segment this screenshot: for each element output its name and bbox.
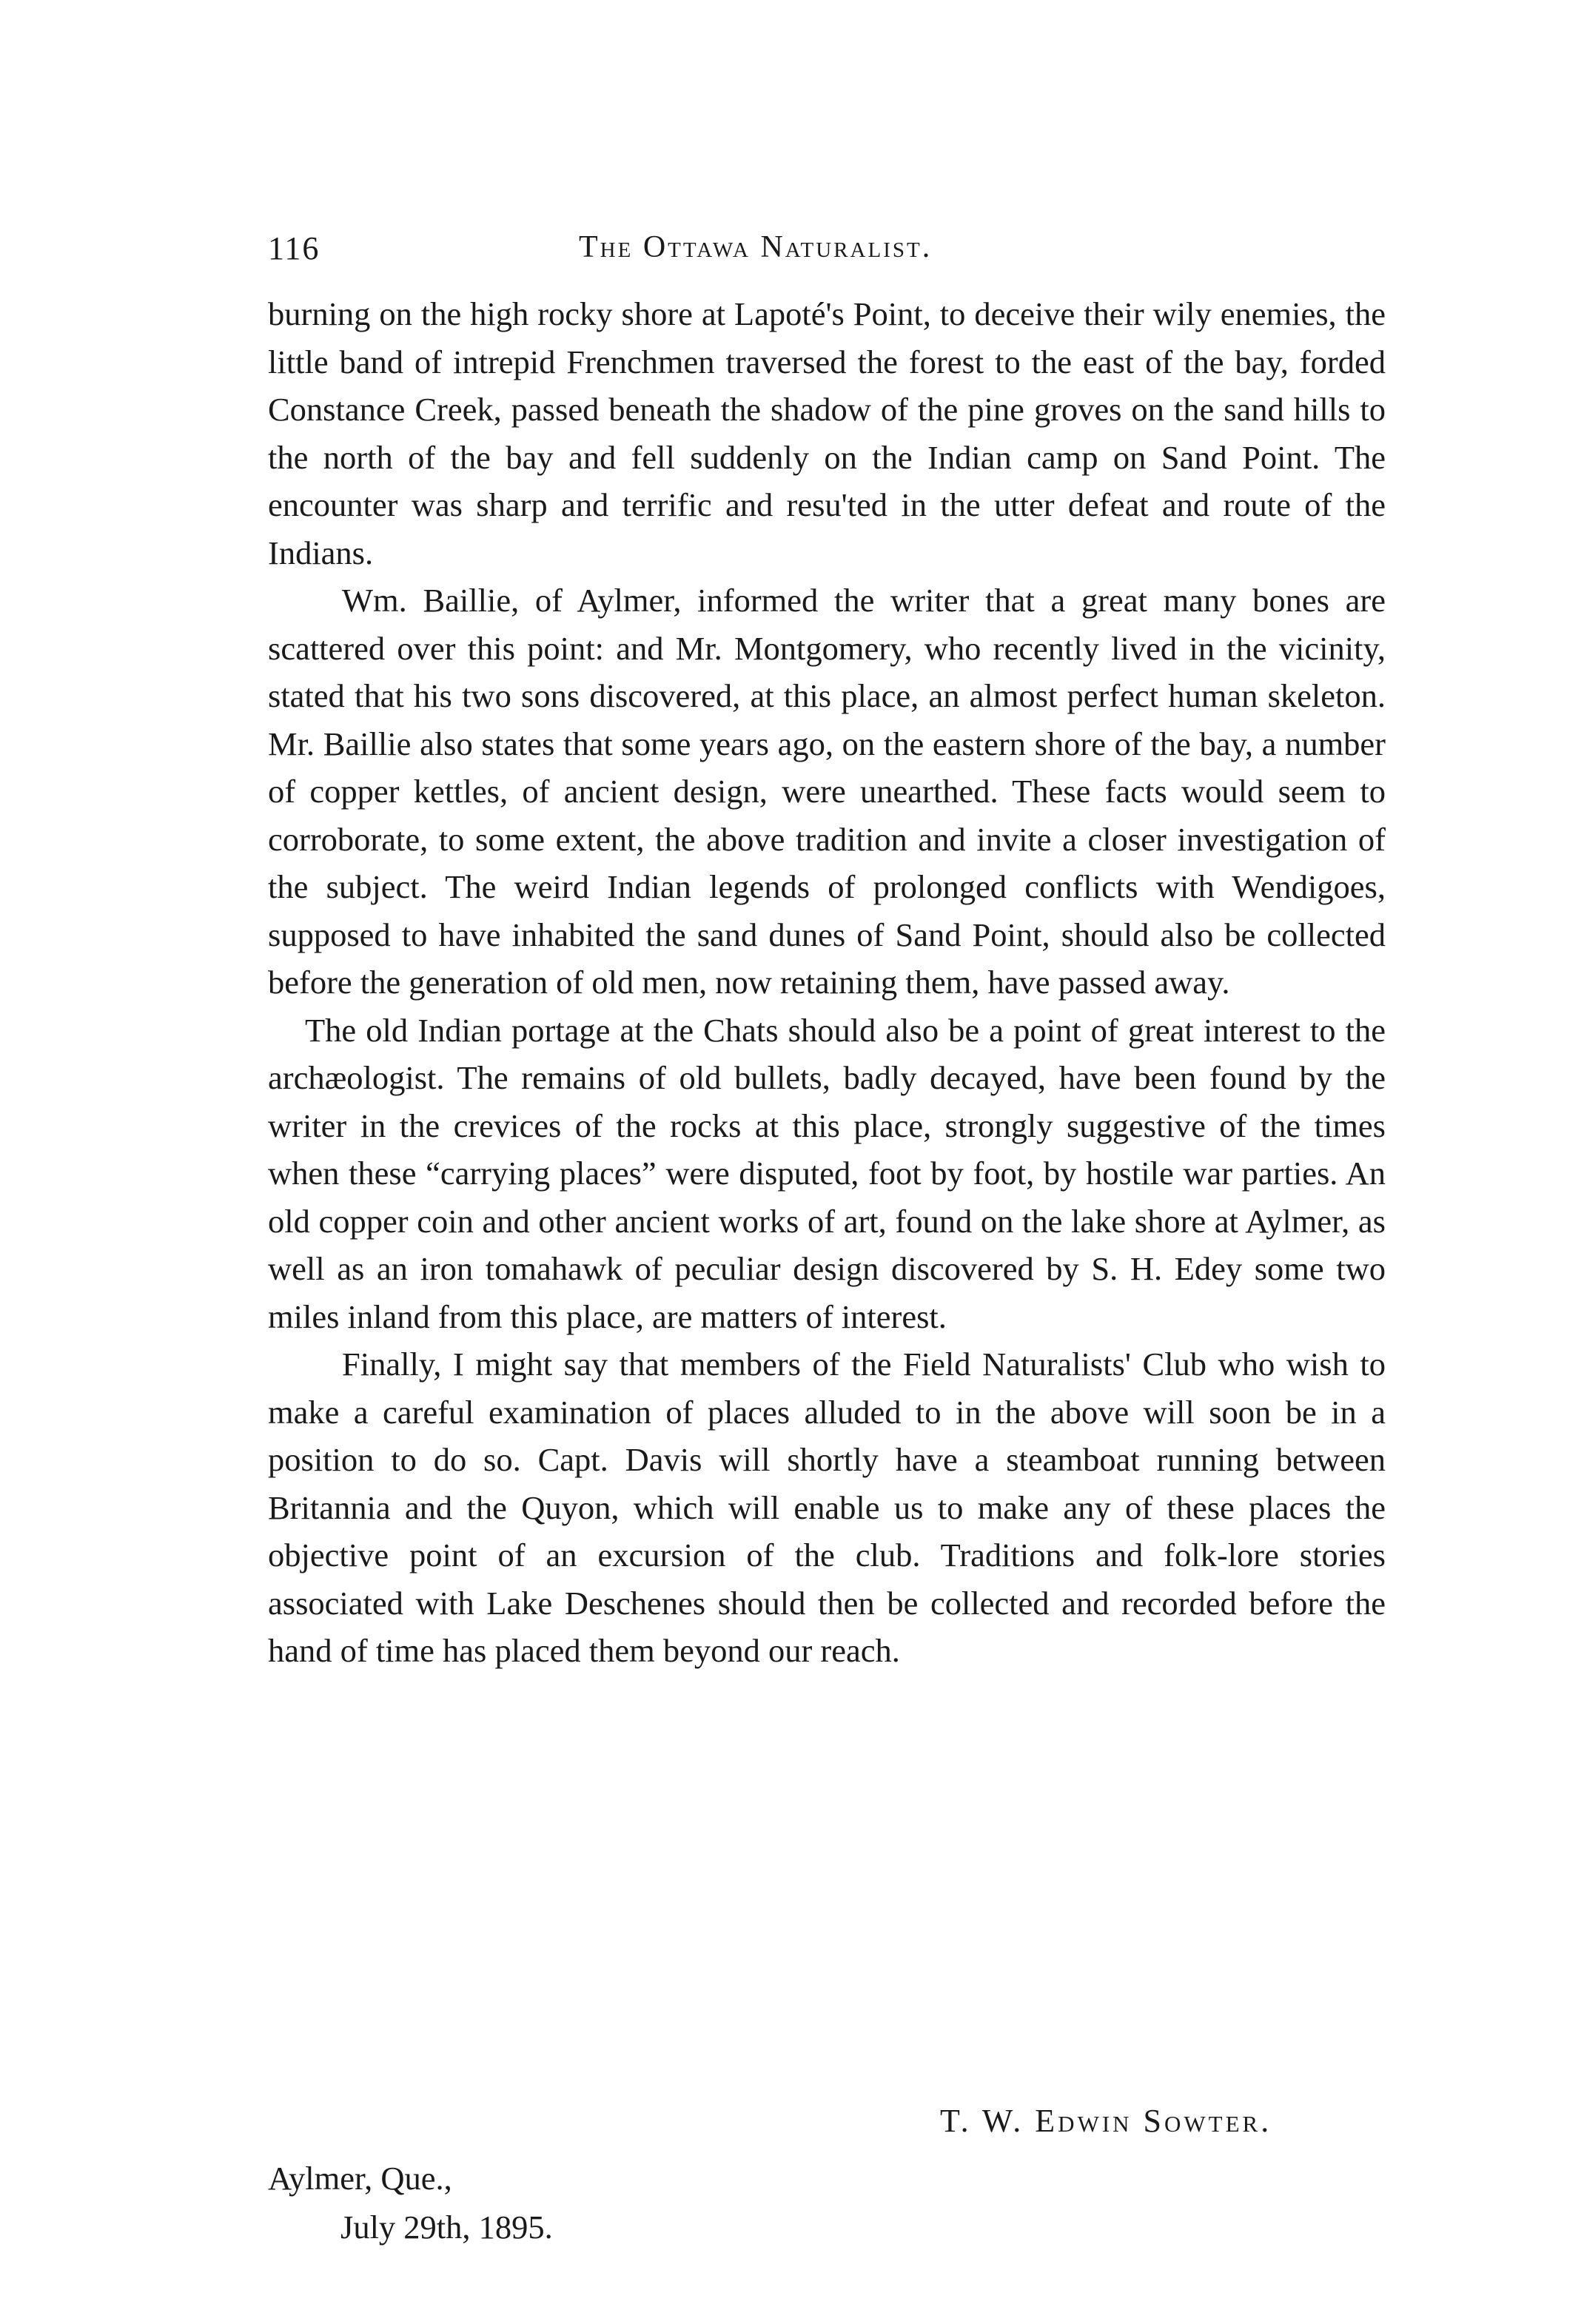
paragraph-chats-portage: The old Indian portage at the Chats should also be a point of great interest to the archæologist. The remains of old bullets, badly decayed, have been found by the writer in the crevices of the rocks at this place, strongly suggestive of the times when these “carrying places” were disputed, foot by foot, by hostile war parties. An old copper coin and other ancient works of art, found on the lake shore at Aylmer, as well as an iron tomahawk of peculiar design discovered by S. H. Edey some two miles inland from this place, are matters of interest. — [268, 1011, 1386, 1335]
paragraph-finally: Finally, I might say that members of the Field Naturalists' Club who wish to make a careful examination of places alluded to in the above will soon be in a position to do so. Capt. Davis will shortly have a steamboat running between Britannia and the Quyon, which will enable us to make any of these places the objective point of an excursion of the club. Traditions and folk-lore stories associated with Lake Deschenes should then be collected and recorded before the hand of time has placed them beyond our reach. — [268, 1346, 1386, 1669]
paragraph-continuation: burning on the high rocky shore at Lapoté's Point, to deceive their wily enemies, the little band of intrepid Frenchmen traversed the forest to the east of the bay, forded Constance Creek, passed beneath the shadow of the pine groves on the sand hills to the north of the bay and fell suddenly on the Indian camp on Sand Point. The encounter was sharp and terrific and resu'ted in the utter defeat and route of the Indians. — [268, 295, 1386, 571]
dateline-place: Aylmer, Que., — [268, 2160, 452, 2197]
paragraph-baillie: Wm. Baillie, of Aylmer, informed the writer that a great many bones are scattered over this point: and Mr. Montgomery, who recently lived in the vicinity, stated that his two sons discovered, at this place, an almost perfect human skeleton. Mr. Baillie also states that some years ago, on the eastern shore of the bay, a number of copper kettles, of ancient design, were unearthed. These facts would seem to corroborate, to some extent, the above tradition and invite a closer investigation of the subject. The weird Indian legends of prolonged conflicts with Wendigoes, supposed to have inhabited the sand dunes of Sand Point, should also be collected before the generation of old men, now retaining them, have passed away. — [268, 582, 1386, 1001]
page-header — [268, 229, 1386, 274]
page-number: 116 — [268, 230, 321, 266]
article-body — [268, 290, 1386, 1675]
dateline — [268, 2154, 553, 2251]
running-title: The Ottawa Naturalist. — [579, 230, 933, 264]
author-signature: T. W. Edwin Sowter. — [940, 2103, 1272, 2139]
dateline-date: July 29th, 1895. — [340, 2209, 553, 2246]
